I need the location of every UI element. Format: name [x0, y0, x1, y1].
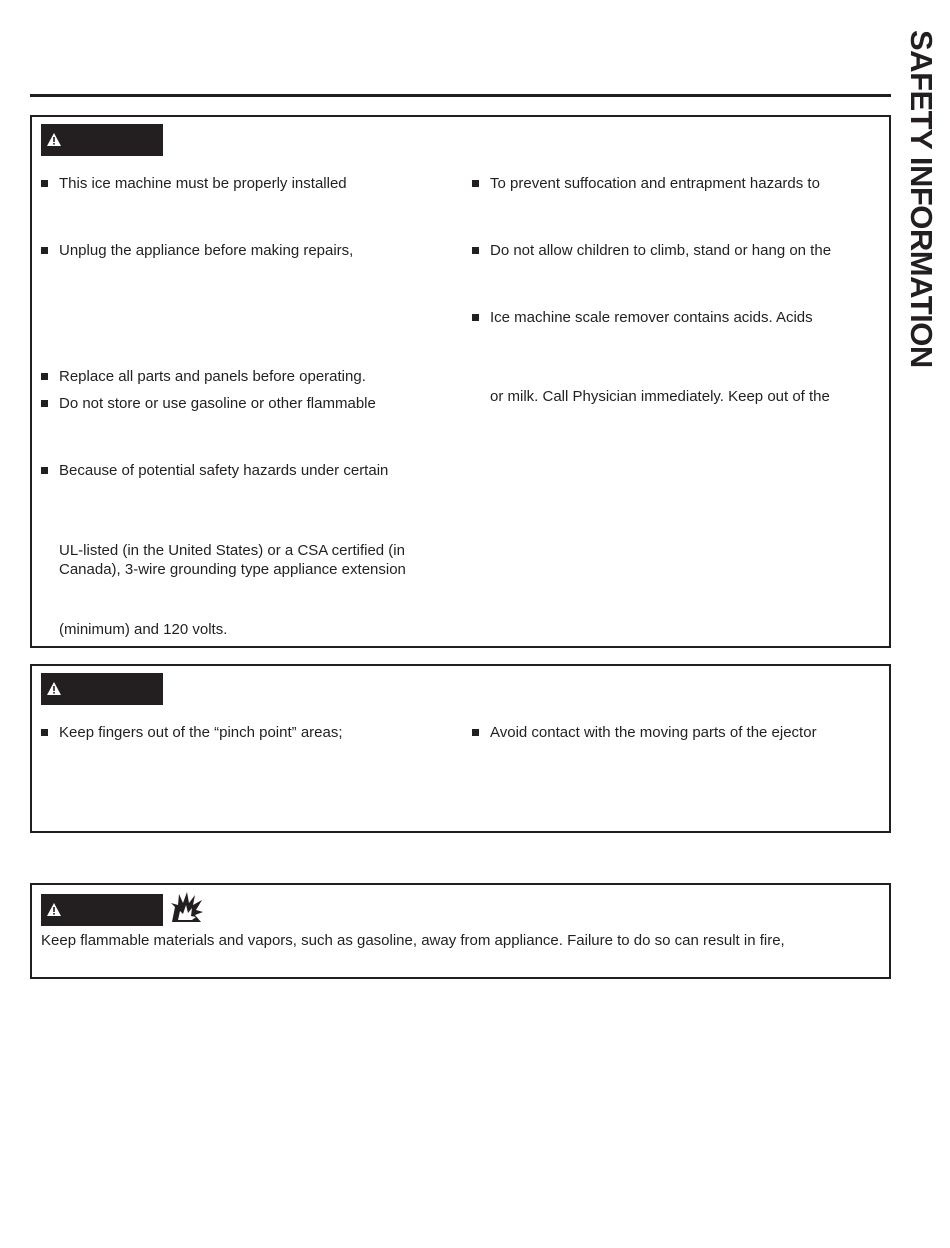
warning-label [41, 124, 163, 156]
list-item: Avoid contact with the moving parts of the ejector [490, 724, 817, 741]
list-item-continuation: UL-listed (in the United States) or a CSA certified (in [59, 542, 405, 559]
list-item: To prevent suffocation and entrapment hazards to [490, 175, 820, 192]
bullet-icon [41, 400, 48, 407]
caution-box [30, 664, 891, 833]
list-item-continuation: (minimum) and 120 volts. [59, 621, 228, 638]
explosion-icon [170, 891, 204, 923]
caution-label [41, 673, 163, 705]
bullet-icon [41, 729, 48, 736]
bullet-icon [472, 247, 479, 254]
fire-warning-box [30, 883, 891, 979]
warning-triangle-icon [47, 682, 61, 695]
section-title: SAFETY INFORMATION [904, 30, 939, 368]
bullet-icon [472, 729, 479, 736]
list-item: Do not allow children to climb, stand or hang on the [490, 242, 832, 259]
warning-box-main [30, 115, 891, 648]
list-item: Ice machine scale remover contains acids. Acids [490, 309, 813, 326]
warning-label [41, 894, 163, 926]
warning-triangle-icon [47, 133, 61, 146]
list-item-continuation: or milk. Call Physician immediately. Keep out of the [490, 388, 830, 405]
header-rule [30, 94, 891, 97]
bullet-icon [41, 467, 48, 474]
bullet-icon [41, 180, 48, 187]
list-item-continuation: Canada), 3-wire grounding type appliance extension [59, 561, 406, 578]
bullet-icon [41, 373, 48, 380]
list-item: Do not store or use gasoline or other flammable [59, 395, 376, 412]
list-item: Because of potential safety hazards under certain [59, 462, 389, 479]
bullet-icon [472, 180, 479, 187]
list-item: This ice machine must be properly installed [59, 175, 347, 192]
list-item: Unplug the appliance before making repairs, [59, 242, 354, 259]
bullet-icon [472, 314, 479, 321]
list-item: Keep fingers out of the “pinch point” areas; [59, 724, 343, 741]
list-item: Replace all parts and panels before operating. [59, 368, 366, 385]
warning-triangle-icon [47, 903, 61, 916]
fire-warning-text: Keep flammable materials and vapors, such as gasoline, away from appliance. Failure to do so can result in fire, [41, 932, 785, 949]
bullet-icon [41, 247, 48, 254]
